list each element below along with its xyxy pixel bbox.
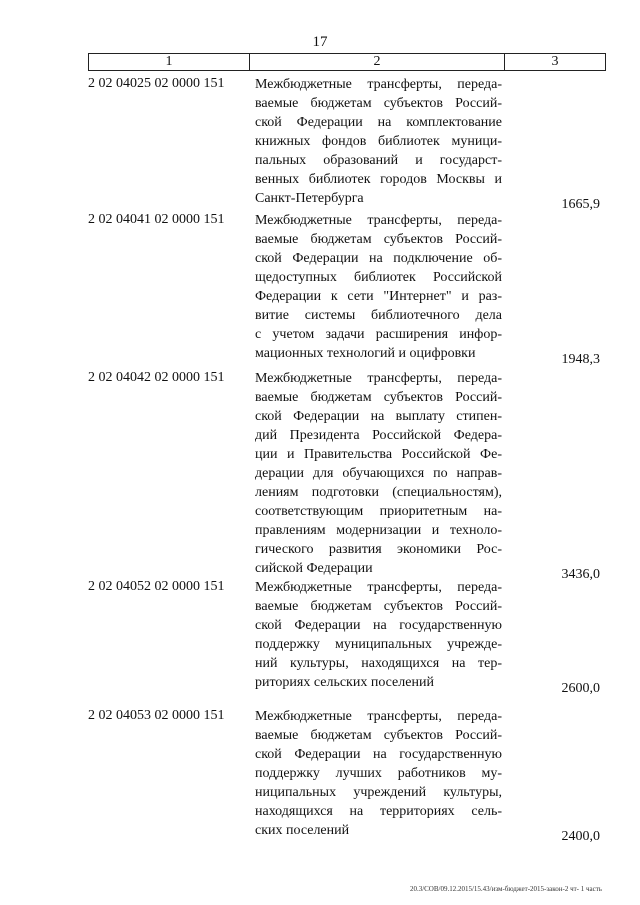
description-line: Межбюджетные трансферты, переда- — [255, 213, 502, 228]
description-line: дий Президента Российской Федера- — [255, 428, 502, 443]
budget-code: 2 02 04025 02 0000 151 — [88, 76, 225, 91]
description-line: ваемые бюджетам субъектов Россий- — [255, 232, 502, 247]
description-line: пальных образований и государст- — [255, 153, 502, 168]
description-line: гического развития экономики Рос- — [255, 542, 502, 557]
description-line: Межбюджетные трансферты, переда- — [255, 709, 502, 724]
amount: 1948,3 — [561, 352, 600, 367]
description-line: Федерации к сети "Интернет" и раз- — [255, 289, 502, 304]
description — [255, 369, 502, 578]
description-line: Межбюджетные трансферты, переда- — [255, 77, 502, 92]
description-line: ции и Правительства Российской Фе- — [255, 447, 502, 462]
description-line: ваемые бюджетам субъектов Россий- — [255, 599, 502, 614]
header-col-3: 3 — [551, 54, 559, 69]
description-line: венных библиотек городов Москвы и — [255, 172, 502, 187]
description-line: поддержку лучших работников му- — [255, 766, 502, 781]
description-line: дерации для обучающихся по направ- — [255, 466, 502, 481]
description-line: соответствующим приоритетным на- — [255, 504, 502, 519]
amount: 2400,0 — [561, 829, 600, 844]
description-line: ской Федерации на государственную — [255, 747, 502, 762]
description-line: ских поселений — [255, 823, 350, 838]
description-line: правлениям модернизации и техноло- — [255, 523, 502, 538]
header-col-1: 1 — [89, 54, 250, 70]
description-line: ниципальных учреждений культуры, — [255, 785, 502, 800]
description-line: мационных технологий и оцифровки — [255, 346, 476, 361]
description-line: риториях сельских поселений — [255, 675, 434, 690]
budget-code: 2 02 04041 02 0000 151 — [88, 212, 225, 227]
description-line: ской Федерации на государственную — [255, 618, 502, 633]
description-line: ской Федерации на подключение об- — [255, 251, 502, 266]
page-number: 17 — [312, 34, 328, 50]
description — [255, 578, 502, 692]
description-line: ваемые бюджетам субъектов Россий- — [255, 728, 502, 743]
amount: 3436,0 — [561, 567, 600, 582]
description — [255, 75, 502, 208]
description-line: ний культуры, находящихся на тер- — [255, 656, 502, 671]
description — [255, 211, 502, 363]
description-line: Межбюджетные трансферты, переда- — [255, 371, 502, 386]
amount: 2600,0 — [561, 681, 600, 696]
description-line: щедоступных библиотек Российской — [255, 270, 502, 285]
description-line: сийской Федерации — [255, 561, 373, 576]
description-line: Межбюджетные трансферты, переда- — [255, 580, 502, 595]
description-line: ваемые бюджетам субъектов Россий- — [255, 390, 502, 405]
description — [255, 707, 502, 840]
budget-code: 2 02 04052 02 0000 151 — [88, 579, 225, 594]
description-line: книжных фондов библиотек муници- — [255, 134, 502, 149]
description-line: с учетом задачи расширения инфор- — [255, 327, 502, 342]
description-line: находящихся на территориях сель- — [255, 804, 502, 819]
description-line: лениям подготовки (специальностям), — [255, 485, 502, 500]
budget-code: 2 02 04053 02 0000 151 — [88, 708, 225, 723]
description-line: ской Федерации на выплату стипен- — [255, 409, 502, 424]
description-line: Санкт-Петербурга — [255, 191, 364, 206]
description-line: ской Федерации на комплектование — [255, 115, 502, 130]
description-line: ваемые бюджетам субъектов Россий- — [255, 96, 502, 111]
description-line: поддержку муниципальных учрежде- — [255, 637, 502, 652]
description-line: витие системы библиотечного дела — [255, 308, 502, 323]
header-col-2: 2 — [250, 54, 505, 70]
budget-code: 2 02 04042 02 0000 151 — [88, 370, 225, 385]
amount: 1665,9 — [561, 197, 600, 212]
document-footer: 20.3/СОВ/09.12.2015/15.43/изм-бюджет-2015-закон-2 чт- 1 часть — [409, 885, 602, 893]
table-header — [88, 53, 606, 71]
